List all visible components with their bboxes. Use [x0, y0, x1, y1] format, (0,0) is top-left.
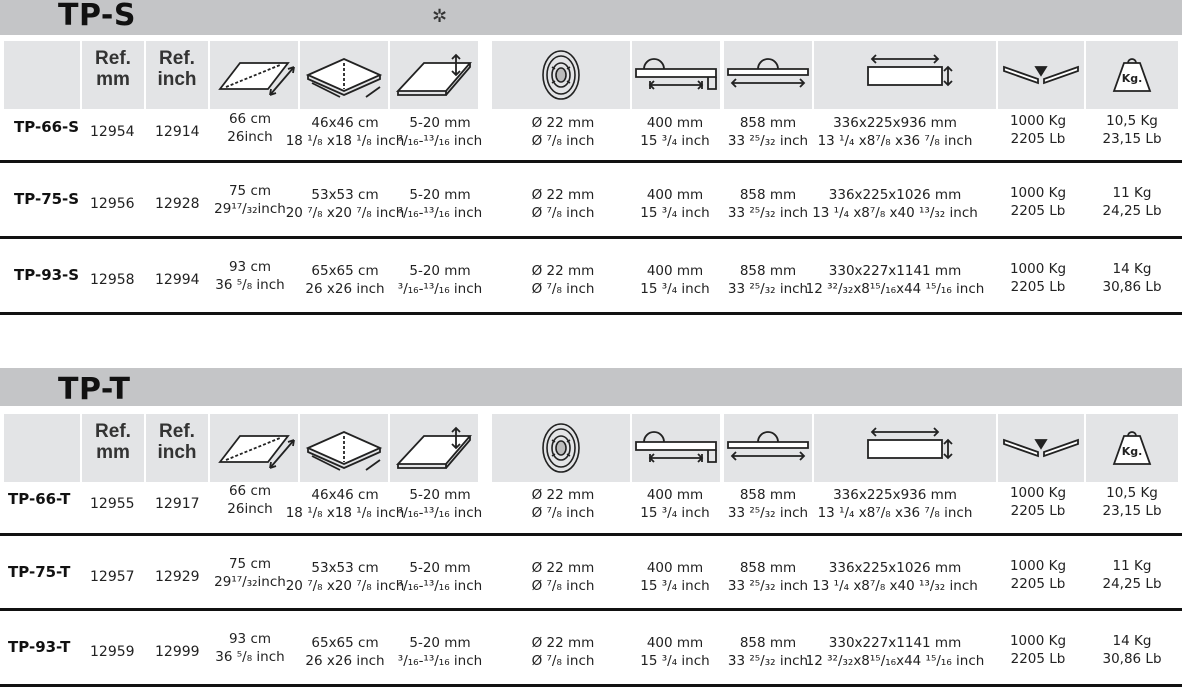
row-divider [0, 608, 1182, 611]
dimensions-value-line-1: 336x225x936 mm [833, 115, 957, 131]
thickness-value-line-2: ³/₁₆-¹³/₁₆ inch [397, 133, 483, 149]
machine-length-value-line-1: 858 mm [739, 635, 797, 651]
header-cell [82, 41, 144, 109]
dimensions-value-line-1: 336x225x1026 mm [828, 187, 962, 203]
dimensions-value-line-1: 336x225x1026 mm [828, 560, 962, 576]
cutting-length-value-line-1: 400 mm [646, 115, 704, 131]
weight-value [1042, 484, 1182, 520]
ref-mm-value: 12955 [90, 496, 135, 512]
machine-length-value-line-2: 33 ²⁵/₃₂ inch [727, 133, 809, 149]
cutting-length-value-line-2: 15 ³/₄ inch [640, 133, 710, 149]
thickness-value-line-1: 5-20 mm [409, 115, 471, 131]
weight-value-line-2: 30,86 Lb [1102, 279, 1162, 295]
table-row [0, 472, 1182, 542]
thickness-value-line-2: ³/₁₆-¹³/₁₆ inch [397, 281, 483, 297]
ref-mm-value: 12957 [90, 569, 135, 585]
disc-value-line-1: Ø 22 mm [531, 487, 595, 503]
tile-size-value-line-1: 46x46 cm [311, 487, 379, 503]
diagonal-cut-value-line-1: 66 cm [228, 483, 272, 499]
thickness-value-line-2: ³/₁₆-¹³/₁₆ inch [397, 505, 483, 521]
thickness-value-line-1: 5-20 mm [409, 263, 471, 279]
weight-value-line-1: 11 Kg [1112, 185, 1152, 201]
tile-size-value-line-1: 53x53 cm [311, 187, 379, 203]
ref-inch-value: 12914 [155, 124, 200, 140]
cutting-length-value-line-1: 400 mm [646, 635, 704, 651]
machine-length-value-line-2: 33 ²⁵/₃₂ inch [727, 505, 809, 521]
max-load-value-line-1: 1000 Kg [1009, 485, 1067, 501]
table-row [0, 545, 1182, 615]
section-title: TP-S [58, 0, 136, 33]
ref-mm-value: 12954 [90, 124, 135, 140]
table-row [0, 620, 1182, 690]
model-name: TP-93-S [14, 266, 80, 284]
disc-value-line-2: Ø ⁷/₈ inch [531, 133, 595, 149]
diagonal-cut-value-line-2: 36 ⁵/₈ inch [215, 277, 285, 293]
row-divider [0, 533, 1182, 536]
section-title-band [0, 0, 1182, 35]
weight-value-line-1: 11 Kg [1112, 558, 1152, 574]
tile-size-value-line-1: 53x53 cm [311, 560, 379, 576]
machine-length-value-line-2: 33 ²⁵/₃₂ inch [727, 578, 809, 594]
section-title: TP-T [58, 372, 131, 407]
tile-size-value-line-1: 65x65 cm [311, 263, 379, 279]
ref-inch-value: 12929 [155, 569, 200, 585]
header-cell [724, 41, 812, 109]
disc-value-line-1: Ø 22 mm [531, 115, 595, 131]
model-name: TP-75-S [14, 190, 80, 208]
header-cell [1086, 41, 1178, 109]
disc-value-line-1: Ø 22 mm [531, 560, 595, 576]
diagonal-cut-value-line-1: 75 cm [228, 183, 272, 199]
thickness-value-line-1: 5-20 mm [409, 635, 471, 651]
weight-value-line-1: 10,5 Kg [1106, 113, 1158, 129]
max-load-value-line-2: 2205 Lb [1010, 131, 1066, 147]
model-name: TP-75-T [8, 563, 71, 581]
cutting-length-value-line-1: 400 mm [646, 263, 704, 279]
dimensions-value-line-2: 13 ¹/₄ x8⁷/₈ x40 ¹³/₃₂ inch [812, 578, 978, 594]
cutting-length-value-line-1: 400 mm [646, 560, 704, 576]
diagonal-cut-value-line-1: 66 cm [228, 111, 272, 127]
weight-value [1042, 557, 1182, 593]
cutting-length-value-line-2: 15 ³/₄ inch [640, 205, 710, 221]
weight-value-line-1: 10,5 Kg [1106, 485, 1158, 501]
cutting-length-value-line-2: 15 ³/₄ inch [640, 281, 710, 297]
ref-inch-value: 12994 [155, 272, 200, 288]
tile-size-value-line-1: 46x46 cm [311, 115, 379, 131]
thickness-value-line-1: 5-20 mm [409, 187, 471, 203]
row-divider [0, 684, 1182, 687]
max-load-value-line-1: 1000 Kg [1009, 558, 1067, 574]
disc-value-line-1: Ø 22 mm [531, 635, 595, 651]
ref-inch-header: Ref. [159, 421, 195, 442]
thickness-value-line-1: 5-20 mm [409, 560, 471, 576]
table-row [0, 172, 1182, 242]
ref-inch-unit: inch [157, 442, 197, 463]
ref-inch-value: 12999 [155, 644, 200, 660]
disc-value-line-2: Ø ⁷/₈ inch [531, 653, 595, 669]
machine-length-value-line-1: 858 mm [739, 487, 797, 503]
ref-mm-header: Ref. [95, 48, 131, 69]
header-cell [814, 41, 996, 109]
snowflake-icon: ✲ [432, 6, 448, 27]
model-name: TP-66-S [14, 118, 80, 136]
cutting-length-value-line-2: 15 ³/₄ inch [640, 505, 710, 521]
weight-value-line-2: 23,15 Lb [1102, 131, 1162, 147]
header-cell [210, 41, 298, 109]
dimensions-value-line-1: 336x225x936 mm [833, 487, 957, 503]
diagonal-cut-value-line-2: 29¹⁷/₃₂inch [214, 201, 286, 217]
diagonal-cut-value-line-1: 93 cm [228, 631, 272, 647]
tile-size-value-line-2: 20 ⁷/₈ x20 ⁷/₈ inch [285, 578, 405, 594]
dimensions-value-line-2: 13 ¹/₄ x8⁷/₈ x40 ¹³/₃₂ inch [812, 205, 978, 221]
disc-value-line-2: Ø ⁷/₈ inch [531, 578, 595, 594]
max-load-value-line-2: 2205 Lb [1010, 651, 1066, 667]
max-load-value-line-2: 2205 Lb [1010, 503, 1066, 519]
diagonal-cut-value-line-2: 29¹⁷/₃₂inch [214, 574, 286, 590]
max-load-value-line-2: 2205 Lb [1010, 279, 1066, 295]
weight-value [1042, 184, 1182, 220]
machine-length-value-line-1: 858 mm [739, 115, 797, 131]
weight-value [1042, 632, 1182, 668]
cutting-length-value-line-1: 400 mm [646, 187, 704, 203]
row-divider [0, 236, 1182, 239]
header-cell [146, 41, 208, 109]
machine-length-value-line-1: 858 mm [739, 263, 797, 279]
weight-value-line-2: 23,15 Lb [1102, 503, 1162, 519]
machine-length-value-line-1: 858 mm [739, 560, 797, 576]
ref-mm-header: Ref. [95, 421, 131, 442]
machine-length-value-line-2: 33 ²⁵/₃₂ inch [727, 653, 809, 669]
diagonal-cut-value-line-2: 36 ⁵/₈ inch [215, 649, 285, 665]
disc-value-line-1: Ø 22 mm [531, 187, 595, 203]
weight-value-line-2: 24,25 Lb [1102, 576, 1162, 592]
header-cell [492, 41, 630, 109]
max-load-value-line-2: 2205 Lb [1010, 203, 1066, 219]
model-name: TP-93-T [8, 638, 71, 656]
machine-length-value-line-2: 33 ²⁵/₃₂ inch [727, 205, 809, 221]
tile-size-value-line-2: 18 ¹/₈ x18 ¹/₈ inch [285, 505, 405, 521]
dimensions-value-line-2: 13 ¹/₄ x8⁷/₈ x36 ⁷/₈ inch [817, 505, 973, 521]
section-title-band [0, 368, 1182, 406]
ref-mm-value: 12958 [90, 272, 135, 288]
thickness-value-line-2: ³/₁₆-¹³/₁₆ inch [397, 653, 483, 669]
ref-mm-unit: mm [96, 442, 130, 463]
disc-value-line-2: Ø ⁷/₈ inch [531, 281, 595, 297]
thickness-value-line-2: ³/₁₆-¹³/₁₆ inch [397, 578, 483, 594]
tile-size-value-line-2: 26 x26 inch [305, 281, 385, 297]
weight-icon [1086, 41, 1178, 109]
ref-inch-value: 12928 [155, 196, 200, 212]
max-load-value-line-1: 1000 Kg [1009, 113, 1067, 129]
disc-value-line-2: Ø ⁷/₈ inch [531, 505, 595, 521]
tile-size-value-line-2: 20 ⁷/₈ x20 ⁷/₈ inch [285, 205, 405, 221]
disc-value-line-2: Ø ⁷/₈ inch [531, 205, 595, 221]
tile-size-value-line-2: 18 ¹/₈ x18 ¹/₈ inch [285, 133, 405, 149]
weight-value [1042, 112, 1182, 148]
machine-length-value-line-1: 858 mm [739, 187, 797, 203]
dimensions-value-line-2: 12 ³²/₃₂x8¹⁵/₁₆x44 ¹⁵/₁₆ inch [805, 281, 985, 297]
diagonal-cut-value-line-2: 26inch [227, 501, 273, 517]
max-load-value-line-1: 1000 Kg [1009, 633, 1067, 649]
ref-mm-value: 12956 [90, 196, 135, 212]
ref-inch-unit: inch [157, 69, 197, 90]
row-divider [0, 160, 1182, 163]
dimensions-value-line-2: 13 ¹/₄ x8⁷/₈ x36 ⁷/₈ inch [817, 133, 973, 149]
table-row [0, 248, 1182, 318]
header-row [0, 41, 1182, 109]
weight-icon-label: Kg. [1121, 72, 1143, 85]
tile-size-value-line-1: 65x65 cm [311, 635, 379, 651]
ref-inch-header: Ref. [159, 48, 195, 69]
cutting-length-value-line-2: 15 ³/₄ inch [640, 578, 710, 594]
disc-value-line-1: Ø 22 mm [531, 263, 595, 279]
weight-value-line-2: 24,25 Lb [1102, 203, 1162, 219]
weight-value-line-2: 30,86 Lb [1102, 651, 1162, 667]
weight-value [1042, 260, 1182, 296]
thickness-value-line-1: 5-20 mm [409, 487, 471, 503]
diagonal-cut-value-line-1: 75 cm [228, 556, 272, 572]
thickness-value-line-2: ³/₁₆-¹³/₁₆ inch [397, 205, 483, 221]
header-cell [998, 41, 1084, 109]
row-divider [0, 312, 1182, 315]
ref-mm-value: 12959 [90, 644, 135, 660]
model-name: TP-66-T [8, 490, 71, 508]
header-cell [300, 41, 388, 109]
diagonal-cut-value-line-2: 26inch [227, 129, 273, 145]
ref-inch-value: 12917 [155, 496, 200, 512]
max-load-value-line-1: 1000 Kg [1009, 261, 1067, 277]
dimensions-value-line-1: 330x227x1141 mm [828, 263, 962, 279]
tile-size-value-line-2: 26 x26 inch [305, 653, 385, 669]
dimensions-value-line-2: 12 ³²/₃₂x8¹⁵/₁₆x44 ¹⁵/₁₆ inch [805, 653, 985, 669]
weight-icon-label: Kg. [1121, 445, 1143, 458]
diagonal-cut-value-line-1: 93 cm [228, 259, 272, 275]
header-cell [632, 41, 720, 109]
ref-mm-unit: mm [96, 69, 130, 90]
cutting-length-value-line-1: 400 mm [646, 487, 704, 503]
max-load-value-line-1: 1000 Kg [1009, 185, 1067, 201]
weight-value-line-1: 14 Kg [1112, 261, 1152, 277]
weight-value-line-1: 14 Kg [1112, 633, 1152, 649]
cutting-length-value-line-2: 15 ³/₄ inch [640, 653, 710, 669]
dimensions-value-line-1: 330x227x1141 mm [828, 635, 962, 651]
header-cell [4, 41, 80, 109]
header-cell [390, 41, 478, 109]
max-load-value-line-2: 2205 Lb [1010, 576, 1066, 592]
machine-length-value-line-2: 33 ²⁵/₃₂ inch [727, 281, 809, 297]
